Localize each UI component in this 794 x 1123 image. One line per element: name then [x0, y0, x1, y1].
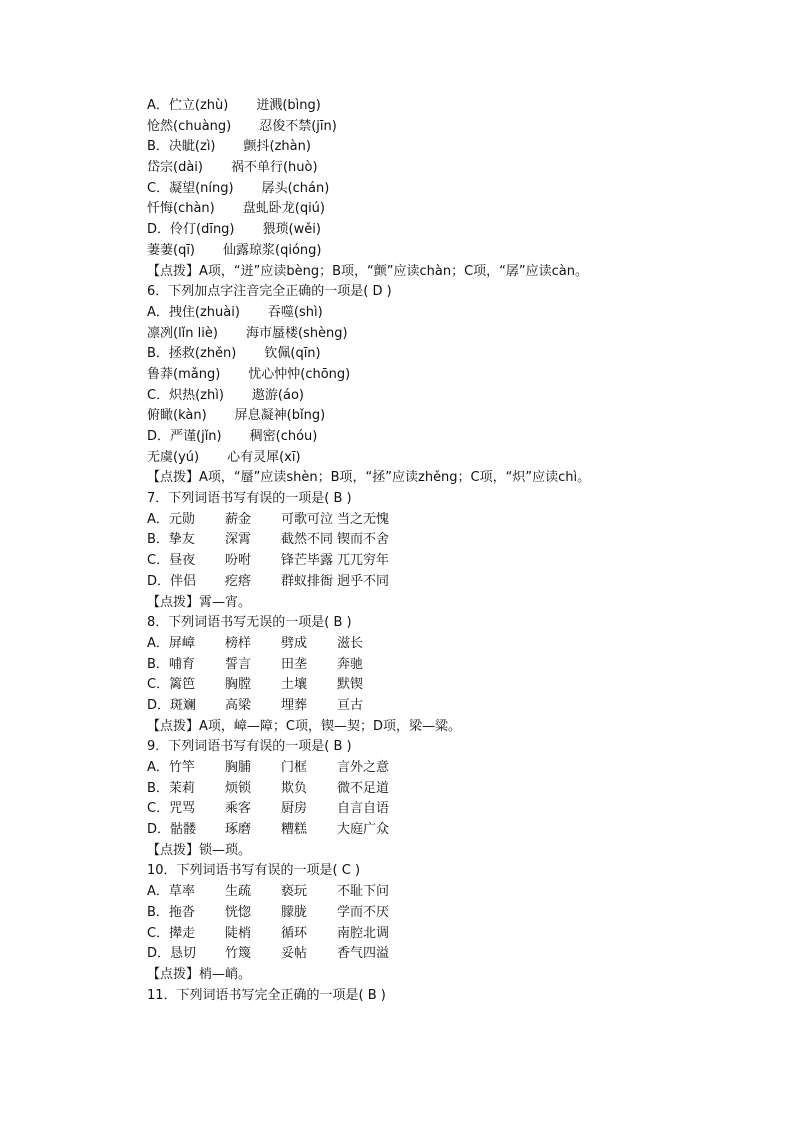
text-line: [147, 758, 757, 779]
line-segment: 劈成: [281, 635, 308, 651]
line-segment: 凛冽(lǐn liè): [147, 325, 218, 341]
text-line: [147, 717, 757, 738]
line-segment: D．严谨(jǐn): [147, 429, 222, 444]
line-segment: 自言自语: [337, 801, 390, 817]
line-segment: 锲而不舍: [337, 532, 390, 548]
line-segment: 妥帖: [281, 946, 308, 962]
line-segment: 萋萋(qī): [147, 242, 196, 258]
line-segment: 盘虬卧龙(qiú): [242, 201, 325, 217]
text-line: [147, 634, 757, 655]
line-segment: 胸膛: [225, 677, 252, 693]
line-segment: 誓言: [225, 656, 252, 672]
text-line: [147, 841, 757, 862]
line-segment: 鲁莽(mǎng): [147, 366, 221, 382]
text-line: [147, 593, 757, 614]
line-segment: 可歌可泣: [281, 511, 334, 527]
text-line: [147, 779, 757, 800]
text-line: [147, 882, 757, 903]
line-segment: 兀兀穷年: [337, 553, 390, 569]
line-segment: 无虞(yú): [147, 449, 200, 465]
text-line: [147, 324, 757, 345]
text-line: [147, 696, 757, 717]
line-segment: 屏息凝神(bǐng): [234, 408, 326, 424]
line-segment: 乘客: [225, 801, 252, 817]
line-text: 11．下列词语书写完全正确的一项是( B ): [147, 987, 386, 1003]
line-segment: 欺负: [281, 780, 308, 796]
line-segment: A．元勋: [147, 511, 195, 527]
text-line: [147, 468, 757, 489]
text-line: [147, 386, 757, 407]
line-segment: 言外之意: [337, 760, 390, 775]
line-segment: 亘古: [337, 697, 364, 713]
line-segment: D．骷髅: [147, 822, 197, 838]
line-segment: 疙瘩: [225, 573, 252, 589]
line-segment: 心有灵犀(xī): [227, 449, 301, 465]
text-line: [147, 96, 757, 117]
line-segment: C．凝望(níng): [147, 180, 234, 196]
line-segment: 滋长: [337, 635, 364, 651]
text-line: [147, 489, 757, 510]
line-segment: 烦锁: [225, 780, 252, 796]
text-line: [147, 613, 757, 634]
text-line: [147, 179, 757, 200]
line-segment: 迸溅(bìng): [256, 98, 321, 113]
line-text: 8．下列词语书写无误的一项是( B ): [147, 615, 352, 631]
line-segment: 仙露琼浆(qióng): [223, 242, 322, 258]
line-segment: 奔驰: [337, 656, 364, 672]
line-segment: 忍俊不禁(jīn): [259, 118, 337, 134]
text-line: [147, 262, 757, 283]
line-text: 【点拨】霄—宵。: [147, 594, 252, 610]
line-segment: 稠密(chóu): [249, 429, 318, 444]
line-segment: A．拽住(zhuài): [147, 304, 240, 320]
line-segment: 遨游(áo): [251, 387, 304, 403]
text-line: [147, 799, 757, 820]
line-segment: 不耻下问: [337, 884, 390, 900]
line-text: 【点拨】锁—琐。: [147, 842, 252, 858]
line-segment: 陡梢: [225, 925, 252, 941]
text-line: [147, 137, 757, 158]
text-line: [147, 199, 757, 220]
text-line: [147, 903, 757, 924]
line-segment: C．撵走: [147, 925, 196, 941]
line-text: 【点拨】梢—峭。: [147, 966, 252, 982]
line-segment: 生疏: [225, 884, 252, 900]
text-line: [147, 117, 757, 138]
line-segment: C．篱笆: [147, 677, 196, 693]
line-segment: D．伴侣: [147, 573, 197, 589]
line-segment: 钦佩(qīn): [264, 346, 321, 362]
text-line: [147, 220, 757, 241]
line-segment: 门框: [281, 760, 308, 775]
line-segment: 胸脯: [225, 760, 252, 775]
text-line: [147, 365, 757, 386]
line-segment: C．炽热(zhì): [147, 387, 224, 403]
text-line: [147, 986, 757, 1007]
text-line: [147, 965, 757, 986]
line-segment: 榜样: [225, 635, 252, 651]
line-segment: 祸不单行(huò): [230, 160, 318, 176]
line-segment: 南腔北调: [337, 925, 390, 941]
line-segment: 吩咐: [225, 553, 252, 569]
line-segment: B．挚友: [147, 532, 195, 548]
text-line: [147, 406, 757, 427]
text-line: [147, 861, 757, 882]
text-line: [147, 344, 757, 365]
line-text: 【点拨】A项，“迸”应读bèng；B项，“颤”应读chàn；C项，“孱”应读càn。: [147, 263, 588, 279]
line-segment: 循环: [281, 925, 308, 941]
line-segment: B．决眦(zì): [147, 139, 216, 155]
line-segment: 截然不同: [281, 532, 334, 548]
line-segment: 田垄: [281, 656, 308, 672]
text-line: [147, 427, 757, 448]
line-text: 7．下列词语书写有误的一项是( B ): [147, 491, 352, 507]
line-segment: 琢磨: [225, 822, 252, 838]
text-line: [147, 158, 757, 179]
line-segment: C．咒骂: [147, 801, 196, 817]
text-line: [147, 241, 757, 262]
line-segment: A．伫立(zhù): [147, 98, 229, 113]
line-segment: 高梁: [225, 697, 252, 713]
text-line: [147, 303, 757, 324]
line-segment: 薪金: [225, 511, 252, 527]
text-line: [147, 282, 757, 303]
line-segment: 孱头(chán): [261, 180, 330, 196]
text-line: [147, 551, 757, 572]
line-segment: 厨房: [281, 801, 308, 817]
text-line: [147, 944, 757, 965]
text-line: [147, 448, 757, 469]
line-segment: 当之无愧: [337, 511, 390, 527]
line-segment: 糟糕: [281, 822, 308, 838]
line-segment: 土壤: [281, 677, 308, 693]
text-line: [147, 572, 757, 593]
line-segment: D．恳切: [147, 946, 197, 962]
line-segment: 微不足道: [337, 780, 390, 796]
line-segment: 俯瞰(kàn): [147, 408, 207, 424]
line-segment: 海市蜃楼(shèng): [245, 325, 348, 341]
line-segment: 朦胧: [281, 904, 308, 920]
line-text: 【点拨】A项，嶂—障；C项，锲—契；D项，梁—粱。: [147, 718, 461, 734]
line-segment: 默锲: [337, 677, 364, 693]
line-segment: B．拯救(zhěn): [147, 346, 237, 362]
line-segment: 颤抖(zhàn): [243, 139, 311, 155]
text-line: [147, 655, 757, 676]
line-segment: 埋葬: [281, 697, 308, 713]
text-line: [147, 924, 757, 945]
line-segment: 忏悔(chàn): [147, 201, 215, 217]
text-line: [147, 510, 757, 531]
line-segment: 香气四溢: [337, 946, 390, 962]
text-line: [147, 530, 757, 551]
line-segment: 亵玩: [281, 884, 308, 900]
line-segment: A．竹竿: [147, 760, 195, 775]
line-text: 【点拨】A项，“蜃”应读shèn；B项，“拯”应读zhěng；C项，“炽”应读chì。: [147, 470, 591, 486]
line-segment: D．伶仃(dīng): [147, 222, 235, 238]
line-text: 6．下列加点字注音完全正确的一项是( D ): [147, 284, 392, 300]
line-segment: B．茉莉: [147, 780, 195, 796]
line-text: 10．下列词语书写有误的一项是( C ): [147, 863, 361, 879]
line-segment: 岱宗(dài): [147, 160, 203, 176]
line-segment: 忧心忡忡(chōng): [248, 366, 351, 382]
line-segment: 恍惚: [225, 904, 252, 920]
line-segment: 深霄: [225, 532, 252, 548]
line-text: 9．下列词语书写有误的一项是( B ): [147, 739, 352, 755]
line-segment: 群蚁排衙: [281, 573, 334, 589]
line-segment: 猥琐(wěi): [262, 222, 321, 238]
line-segment: 竹篾: [225, 946, 252, 962]
line-segment: B．拖沓: [147, 904, 195, 920]
text-line: [147, 675, 757, 696]
document-body: [147, 96, 757, 1006]
line-segment: B．哺育: [147, 656, 195, 672]
line-segment: A．草率: [147, 884, 195, 900]
line-segment: 锋芒毕露: [281, 553, 334, 569]
line-segment: C．昼夜: [147, 553, 196, 569]
text-line: [147, 820, 757, 841]
line-segment: 大庭广众: [337, 822, 390, 838]
line-segment: D．斑斓: [147, 697, 197, 713]
line-segment: 怆然(chuàng): [147, 118, 232, 134]
line-segment: 迥乎不同: [337, 573, 390, 589]
line-segment: 学而不厌: [337, 904, 390, 920]
line-segment: 吞噬(shì): [267, 304, 323, 320]
line-segment: A．屏嶂: [147, 635, 195, 651]
text-line: [147, 737, 757, 758]
